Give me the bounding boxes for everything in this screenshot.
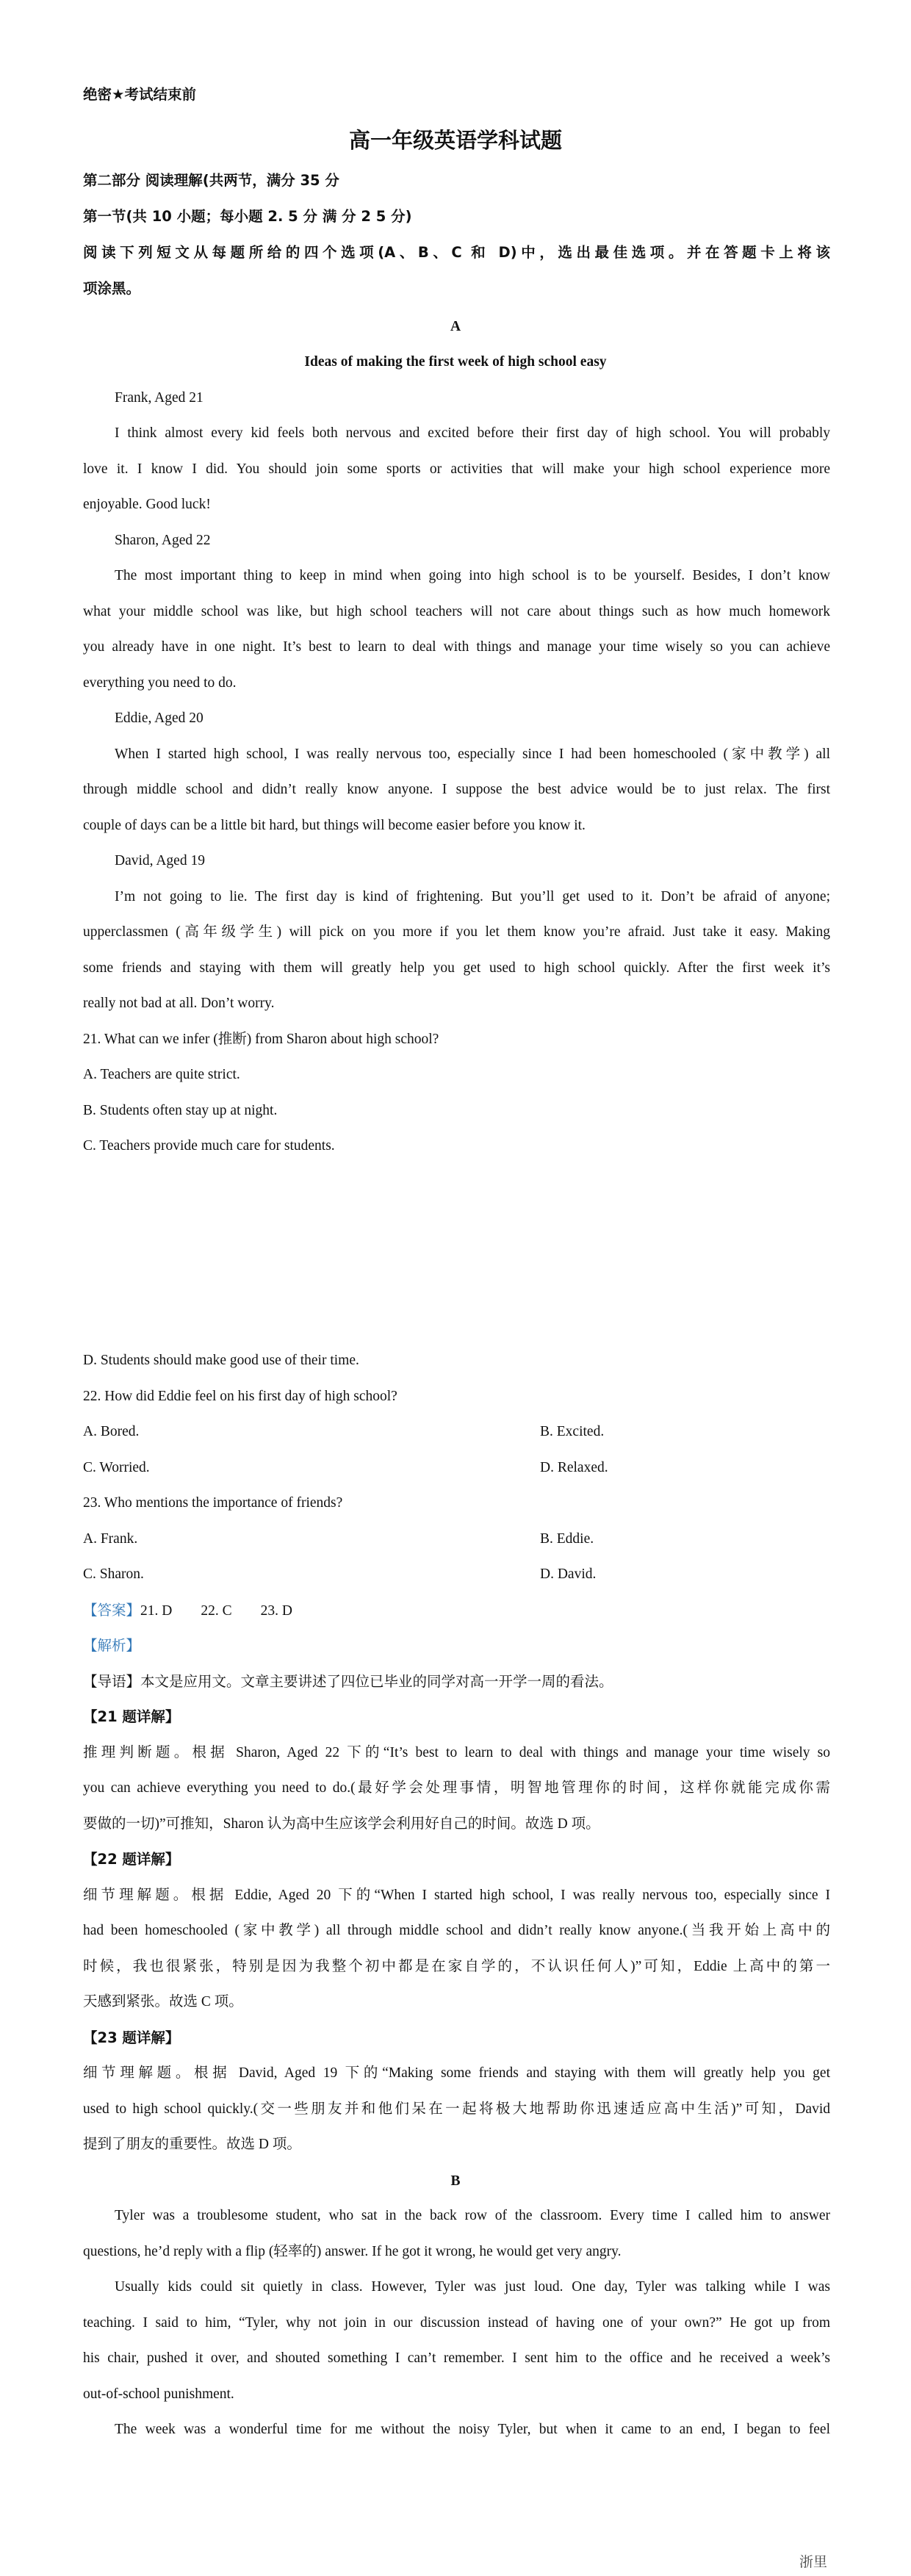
answer-text: 21. D 22. C 23. D	[140, 1603, 292, 1619]
author-sharon: Sharon, Aged 22	[115, 533, 211, 548]
author-david: David, Aged 19	[115, 853, 205, 868]
passage-line: everything you need to do.	[83, 675, 237, 691]
detail-line: 细节理解题。根据 Eddie, Aged 20 下的“When I started high school, I was really nervous too, especially since I	[83, 1888, 830, 1903]
question-21: 21. What can we infer (推断) from Sharon about high school?	[83, 1032, 439, 1047]
passage-line: I’m not going to lie. The first day is kind of frightening. But you’ll get used to it. Don’t be afraid of anyone;	[115, 889, 830, 904]
passage-line: When I started high school, I was really nervous too, especially since I had been homeschooled (家中教学) all	[115, 746, 830, 762]
question-23: 23. Who mentions the importance of friends?	[83, 1495, 343, 1511]
passage-line: out-of-school punishment.	[83, 2386, 234, 2402]
answer-line	[83, 1601, 830, 1621]
option-21-d: D. Students should make good use of their time.	[83, 1353, 359, 1368]
passage-line: upperclassmen (高年级学生) will pick on you more if you let them know you’re afraid. Just take it easy. Making	[83, 924, 830, 940]
passage-line: his chair, pushed it over, and shouted something I can’t remember. I sent him to the office and he received a week’s	[83, 2350, 830, 2366]
option-22-d: D. Relaxed.	[540, 1460, 608, 1475]
detail-22-heading: 【22 题详解】	[83, 1851, 180, 1868]
passage-a-title: Ideas of making the first week of high school easy	[304, 354, 607, 370]
option-23-c: C. Sharon.	[83, 1566, 144, 1582]
option-21-a: A. Teachers are quite strict.	[83, 1067, 240, 1082]
options-row	[83, 1458, 830, 1478]
option-22-a: A. Bored.	[83, 1424, 140, 1439]
detail-line: you can achieve everything you need to do.(最好学会处理事情，明智地管理你的时间，这样你就能完成你需	[83, 1780, 830, 1796]
question-22: 22. How did Eddie feel on his first day of high school?	[83, 1389, 397, 1404]
passage-line: you already have in one night. It’s best to learn to deal with things and manage your time wisely so you can achieve	[83, 639, 830, 655]
secret-label: 绝密★考试结束前	[83, 86, 196, 103]
analysis-tag: 【解析】	[83, 1637, 141, 1654]
footer-mark: 浙里	[799, 2554, 828, 2570]
options-row	[83, 1565, 830, 1584]
detail-line: 要做的一切)”可推知，Sharon 认为高中生应该学会利用好自己的时间。故选 D 项。	[83, 1816, 600, 1832]
instruction-line: 阅读下列短文从每题所给的四个选项(A、B、C 和 D)中，选出最佳选项。并在答题卡上将该	[83, 244, 830, 261]
passage-line: love it. I know I did. You should join some sports or activities that will make your high school experience more	[83, 461, 830, 477]
answer-tag: 【答案】	[83, 1602, 141, 1619]
detail-line: 天感到紧张。故选 C 项。	[83, 1994, 243, 2010]
passage-b-label: B	[450, 2173, 461, 2189]
passage-line: Usually kids could sit quietly in class. However, Tyler was just loud. One day, Tyler was talking while I was	[115, 2279, 830, 2295]
passage-line: teaching. I said to him, “Tyler, why not join in our discussion instead of having one of your own?” He got up from	[83, 2315, 830, 2331]
detail-line: 推理判断题。根据 Sharon, Aged 22 下的“It’s best to learn to deal with things and manage your time wisely so	[83, 1745, 830, 1760]
option-22-b: B. Excited.	[540, 1424, 605, 1439]
detail-line: 细节理解题。根据 David, Aged 19 下的“Making some friends and staying with them will greatly help you get	[83, 2065, 830, 2081]
detail-line: had been homeschooled (家中教学) all through middle school and didn’t really know anyone.(当我开始上高中的	[83, 1923, 830, 1938]
detail-line: used to high school quickly.(交一些朋友并和他们呆在一起将极大地帮助你迅速适应高中生活)”可知，David	[83, 2101, 830, 2117]
options-row	[83, 1530, 830, 1549]
section-heading: 第一节(共 10 小题；每小题 2. 5 分 满 分 2 5 分)	[83, 208, 412, 225]
option-23-b: B. Eddie.	[540, 1531, 594, 1547]
option-23-d: D. David.	[540, 1566, 597, 1582]
detail-23-heading: 【23 题详解】	[83, 2029, 180, 2046]
guide-text: 【导语】本文是应用文。文章主要讲述了四位已毕业的同学对高一开学一周的看法。	[83, 1673, 613, 1690]
passage-line: The week was a wonderful time for me without the noisy Tyler, but when it came to an end, I began to feel	[115, 2422, 830, 2437]
passage-line: questions, he’d reply with a flip (轻率的) answer. If he got it wrong, he would get very angry.	[83, 2244, 622, 2259]
passage-line: what your middle school was like, but high school teachers will not care about things such as how much homework	[83, 604, 830, 619]
passage-line: enjoyable. Good luck!	[83, 497, 211, 512]
detail-line: 时候，我也很紧张，特别是因为我整个初中都是在家自学的，不认识任何人)”可知，Eddie 上高中的第一	[83, 1959, 830, 1974]
passage-line: through middle school and didn’t really know anyone. I suppose the best advice would be to just relax. The first	[83, 782, 830, 797]
passage-line: Tyler was a troublesome student, who sat in the back row of the classroom. Every time I called him to answer	[115, 2208, 830, 2223]
passage-line: really not bad at all. Don’t worry.	[83, 996, 275, 1011]
instruction-line: 项涂黑。	[83, 280, 141, 297]
author-eddie: Eddie, Aged 20	[115, 710, 204, 726]
option-21-c: C. Teachers provide much care for students.	[83, 1138, 335, 1154]
options-row	[83, 1422, 830, 1442]
passage-a-label: A	[450, 319, 461, 334]
option-22-c: C. Worried.	[83, 1460, 150, 1475]
passage-line: couple of days can be a little bit hard, but things will become easier before you know it.	[83, 818, 586, 833]
option-23-a: A. Frank.	[83, 1531, 138, 1547]
option-21-b: B. Students often stay up at night.	[83, 1103, 278, 1118]
detail-21-heading: 【21 题详解】	[83, 1708, 180, 1725]
passage-line: The most important thing to keep in mind when going into high school is to be yourself. Besides, I don’t know	[115, 568, 830, 583]
passage-line: I think almost every kid feels both nervous and excited before their first day of high school. You will probably	[115, 425, 830, 441]
detail-line: 提到了朋友的重要性。故选 D 项。	[83, 2137, 301, 2152]
page-title: 高一年级英语学科试题	[348, 128, 562, 153]
passage-line: some friends and staying with them will greatly help you get used to high school quickly. After the first week it’s	[83, 960, 830, 976]
author-frank: Frank, Aged 21	[115, 390, 204, 406]
part-heading: 第二部分 阅读理解(共两节，满分 35 分	[83, 172, 339, 189]
